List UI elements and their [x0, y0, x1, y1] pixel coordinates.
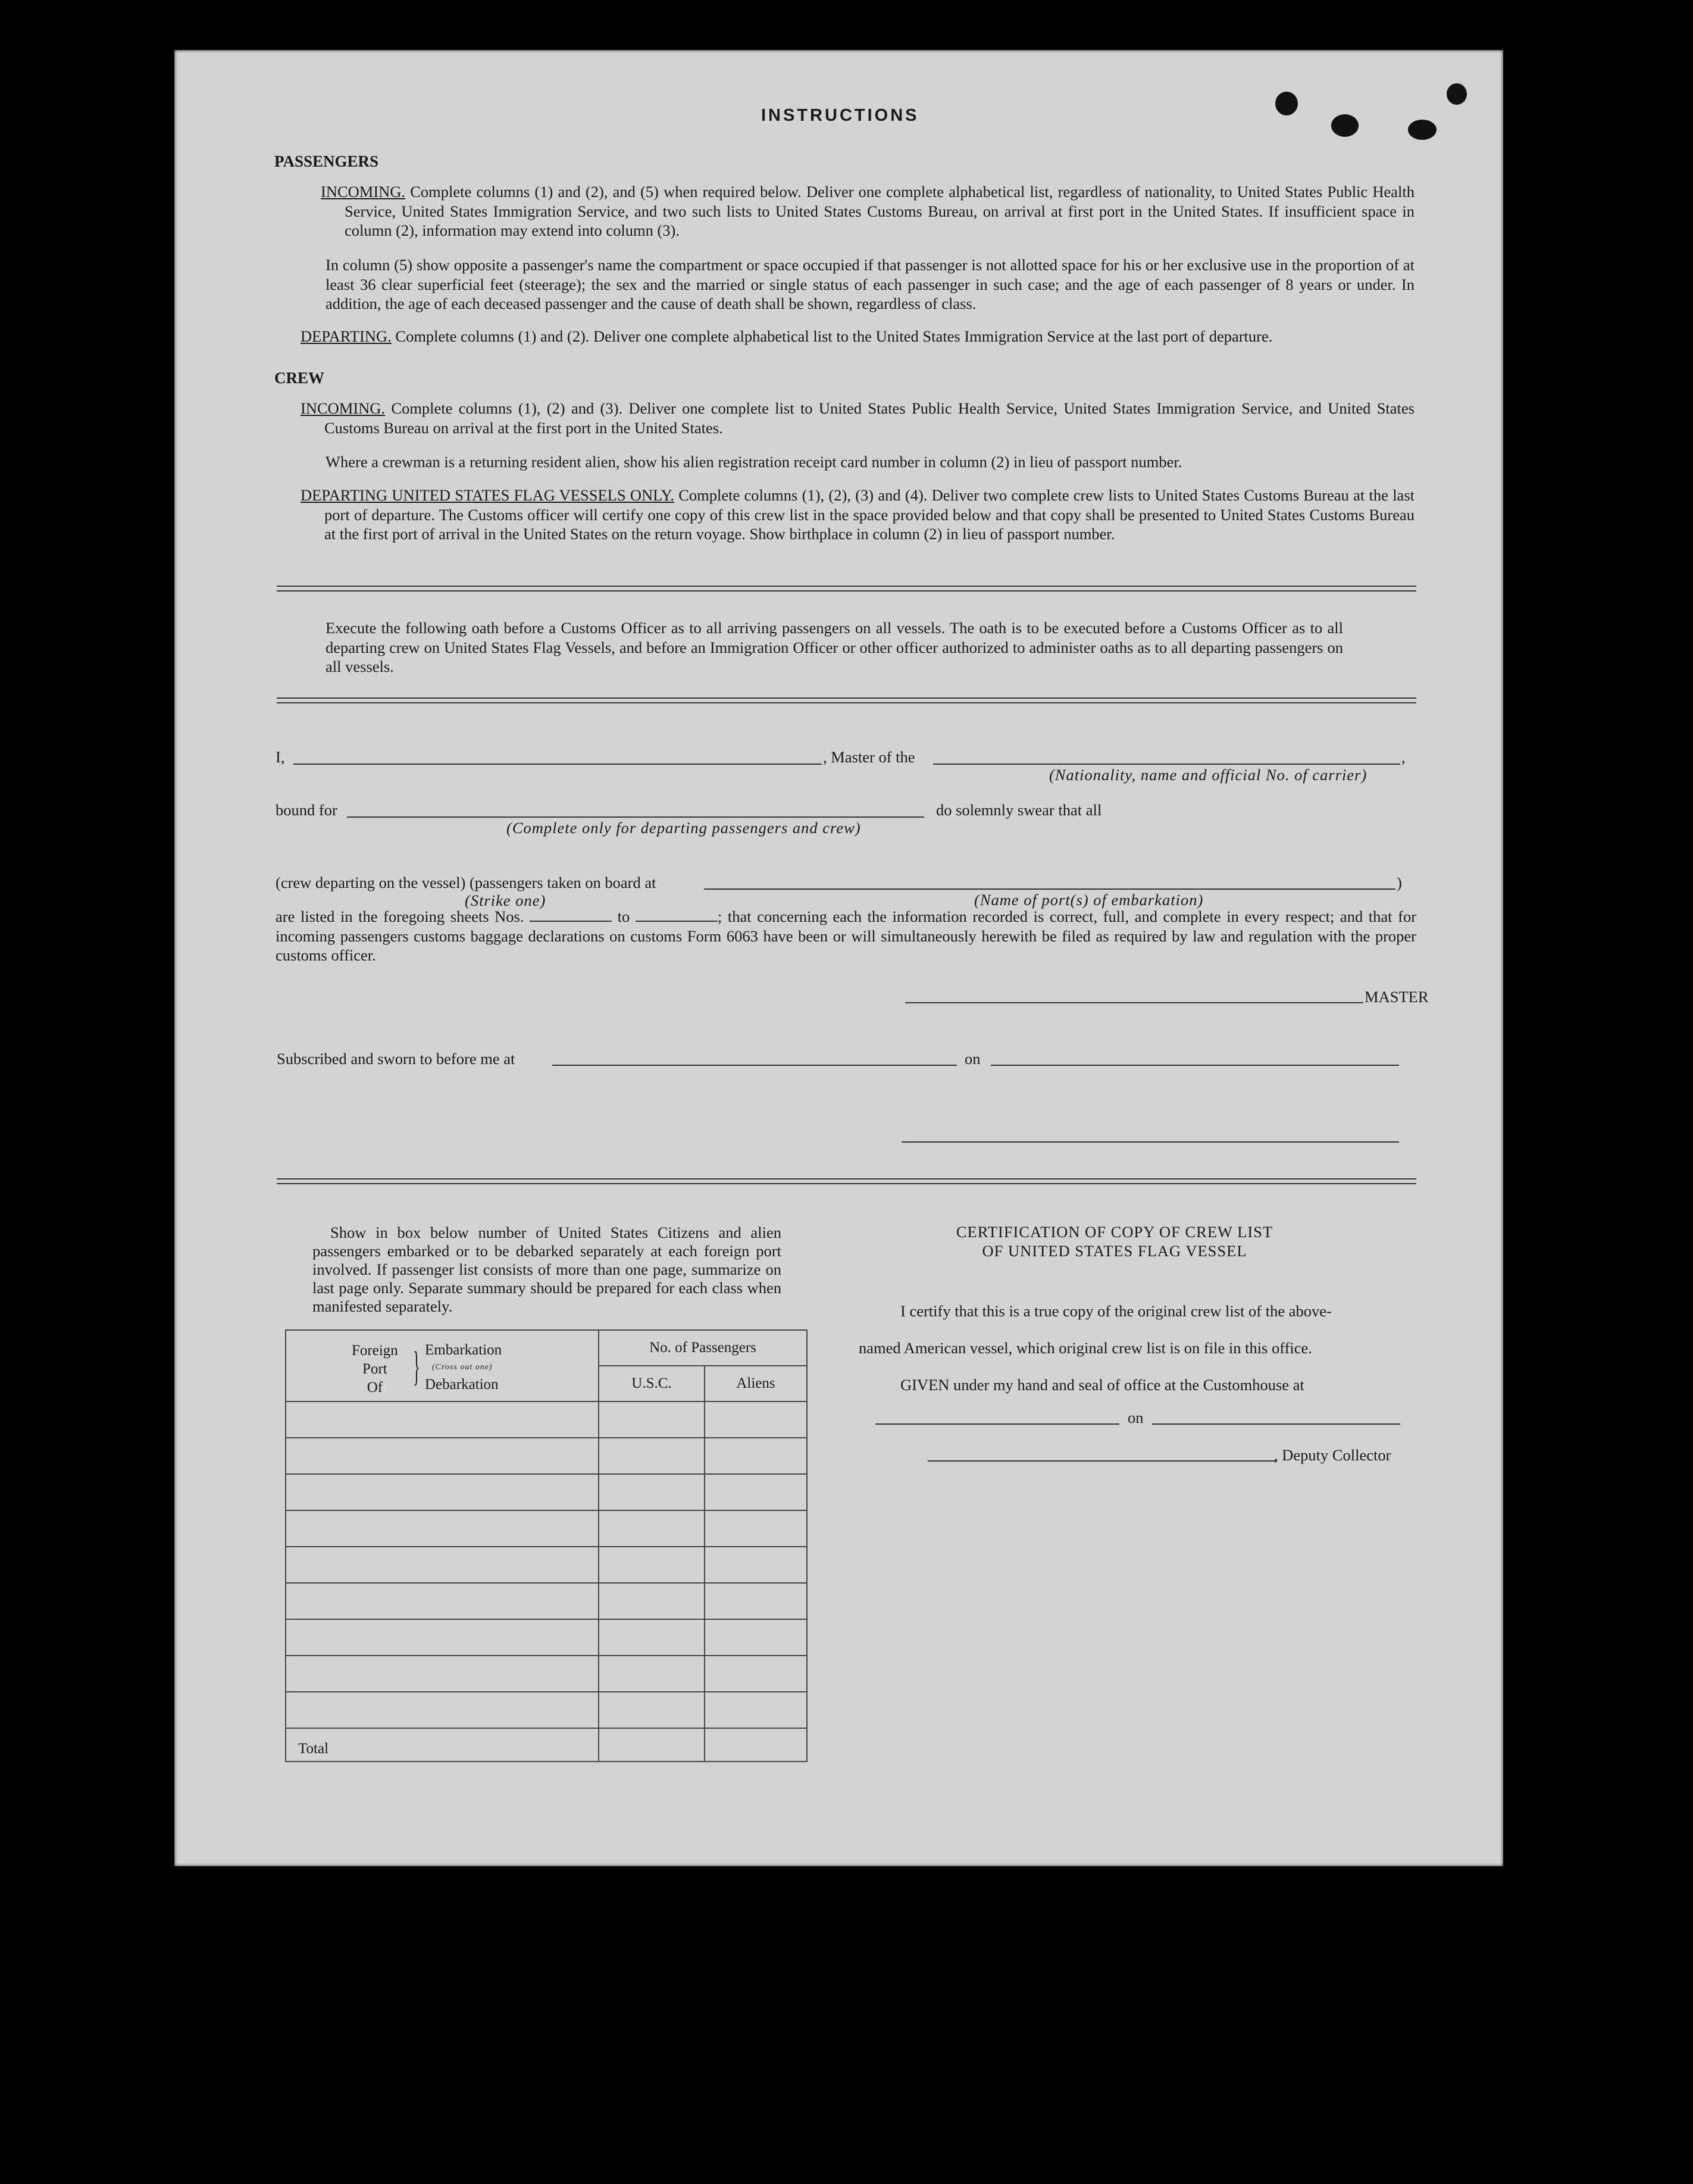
- crew-resident-paragraph: Where a crewman is a returning resident alien, show his alien registration receipt card number in column (2) in lieu of passport number.: [326, 453, 1182, 471]
- punch-hole: [1275, 92, 1298, 115]
- total-row: [286, 1728, 807, 1761]
- form-sheet: [174, 50, 1503, 1866]
- given-text: GIVEN under my hand and seal of office at the Customhouse at: [900, 1376, 1304, 1394]
- foreign-label: Foreign: [352, 1343, 398, 1359]
- oath-instructions: Execute the following oath before a Customs Officer as to all arriving passengers on all vessels. The oath is to be executed before a Customs Officer as to all departing crew on United States Flag Vessels, and before an Immigration Officer or other officer authorized to administer oaths as to all departing passengers on all vessels.: [326, 619, 1343, 675]
- embarkation-label: Embarkation: [425, 1342, 502, 1358]
- carrier-hint: (Nationality, name and official No. of carrier): [1049, 766, 1367, 784]
- divider: [277, 1178, 1416, 1184]
- passengers-departing-text: Complete columns (1) and (2). Deliver one complete alphabetical list to the United States Immigration Service at the last port of departure.: [395, 327, 1273, 345]
- divider: [277, 586, 1416, 592]
- passengers-incoming-paragraph: [321, 182, 1415, 240]
- close-paren: ): [1397, 874, 1402, 891]
- summary-instructions: Show in box below number of United States Citizens and alien passengers embarked or to be debarked separately at each foreign port involved. If passenger list consists of more than one page, summarize on last page only. Separate summary should be prepared for each class when manifested separately.: [312, 1224, 781, 1315]
- table-row: [286, 1438, 807, 1474]
- crew-incoming-label: INCOMING.: [301, 399, 386, 417]
- certify-line2: named American vessel, which original crew list is on file in this office.: [859, 1339, 1312, 1357]
- no-passengers-header: No. of Passengers: [599, 1330, 807, 1366]
- crew-departing-label: DEPARTING UNITED STATES FLAG VESSELS ONLY.: [301, 486, 674, 504]
- certification-title-line1: CERTIFICATION OF COPY OF CREW LIST: [956, 1223, 1273, 1241]
- passengers-departing-label: DEPARTING.: [301, 327, 392, 345]
- bound-for-label: bound for: [276, 801, 337, 819]
- certify-line1: I certify that this is a true copy of the original crew list of the above-: [900, 1302, 1332, 1320]
- table-row: [286, 1583, 807, 1619]
- crew-incoming-text: Complete columns (1), (2) and (3). Deliver one complete list to United States Public Health Service, United States Immigration Service, and United States Customs Bureau on arrival at the first port in the United States.: [324, 399, 1415, 437]
- usc-header: U.S.C.: [599, 1366, 705, 1401]
- table-row: [286, 1474, 807, 1510]
- table-row: [286, 1510, 807, 1547]
- crew-departing-text: Complete columns (1), (2), (3) and (4). Deliver two complete crew lists to United States Customs Bureau at the last port of departure. The Customs officer will certify one copy of this crew list in the space provided below and that copy shall be presented to United States Customs Bureau at the first port of arrival in the United States on the return voyage. Show birthplace in column (2) in lieu of passport number.: [324, 486, 1415, 543]
- table-row: [286, 1692, 807, 1728]
- carrier-comma: ,: [1401, 748, 1406, 766]
- aliens-header: Aliens: [705, 1366, 807, 1401]
- divider: [277, 697, 1416, 703]
- swear-text: do solemnly swear that all: [936, 801, 1102, 819]
- master-signature-line[interactable]: [905, 1002, 1363, 1003]
- sheets-paragraph: are listed in the foregoing sheets Nos. to ; that concerning each the information recorded is correct, full, and complete in every respect; and that for incoming passengers customs baggage declarations on customs Form 6063 have been or will simultaneously herewith be filed as required by law and regulation with the proper customs officer.: [276, 908, 1417, 964]
- crew-heading: CREW: [274, 369, 325, 387]
- debarkation-label: Debarkation: [425, 1376, 499, 1393]
- deputy-signature-line[interactable]: [928, 1460, 1276, 1462]
- passengers-incoming-label: INCOMING.: [321, 183, 406, 201]
- sheet-to-line[interactable]: [636, 909, 718, 922]
- master-label: MASTER: [1365, 988, 1429, 1006]
- passengers-departing-paragraph: [301, 327, 1415, 346]
- bound-for-hint: (Complete only for departing passengers and crew): [506, 819, 861, 837]
- passengers-heading: PASSENGERS: [274, 152, 379, 170]
- certification-title: [859, 1222, 1370, 1260]
- master-of-label: , Master of the: [823, 748, 915, 766]
- embarkation-port-line[interactable]: [704, 888, 1395, 890]
- brace: }: [413, 1344, 420, 1390]
- crew-passengers-text: (crew departing on the vessel) (passengers taken on board at: [276, 874, 656, 891]
- crew-departing-paragraph: [301, 486, 1415, 544]
- total-label: Total: [286, 1728, 599, 1761]
- master-name-line[interactable]: [293, 764, 822, 765]
- port-hint: (Name of port(s) of embarkation): [974, 891, 1204, 909]
- officer-signature-line[interactable]: [902, 1141, 1399, 1143]
- certification-title-line2: OF UNITED STATES FLAG VESSEL: [982, 1242, 1247, 1260]
- page-title: INSTRUCTIONS: [761, 106, 919, 125]
- punch-hole: [1408, 120, 1437, 140]
- subscribed-on-label: on: [965, 1050, 981, 1068]
- table-row: [286, 1619, 807, 1656]
- certification-date-line[interactable]: [1152, 1423, 1400, 1425]
- subscribed-place-line[interactable]: [552, 1065, 957, 1066]
- passenger-summary-table: [285, 1329, 808, 1762]
- table-row: [286, 1547, 807, 1583]
- bound-for-line[interactable]: [347, 816, 924, 818]
- sheet-from-line[interactable]: [530, 909, 612, 922]
- deputy-collector-label: , Deputy Collector: [1274, 1446, 1391, 1464]
- carrier-line[interactable]: [933, 764, 1400, 765]
- table-row: [286, 1656, 807, 1692]
- passengers-incoming-text: Complete columns (1) and (2), and (5) when required below. Deliver one complete alphabetical list, regardless of nationality, to United States Public Health Service, United States Immigration Service, and two such lists to United States Customs Bureau, on arrival at first port in the United States. If insufficient space in column (2), information may extend into column (3).: [345, 183, 1415, 239]
- customhouse-place-line[interactable]: [875, 1423, 1119, 1425]
- strike-hint: (Strike one): [465, 891, 546, 909]
- subscribed-date-line[interactable]: [991, 1065, 1399, 1066]
- punch-hole: [1447, 83, 1467, 105]
- passengers-column5-paragraph: In column (5) show opposite a passenger's name the compartment or space occupied if that passenger is not allotted space for his or her exclusive use in the proportion of at least 36 clear superficial feet (steerage); the sex and the married or single status of each passenger in such case; and the age of each passenger of 8 years or under. In addition, the age of each deceased passenger and the cause of death shall be shown, regardless of class.: [326, 256, 1415, 312]
- port-header-cell: [286, 1330, 599, 1401]
- table-row: [286, 1401, 807, 1438]
- subscribed-label: Subscribed and sworn to before me at: [277, 1050, 515, 1068]
- oath-i-label: I,: [276, 748, 285, 766]
- port-label: Port: [362, 1361, 387, 1377]
- crew-incoming-paragraph: [301, 399, 1415, 437]
- of-label: Of: [367, 1379, 383, 1395]
- cross-out-hint: (Cross out one): [432, 1363, 493, 1372]
- certification-on-label: on: [1128, 1409, 1144, 1426]
- punch-hole: [1331, 114, 1359, 137]
